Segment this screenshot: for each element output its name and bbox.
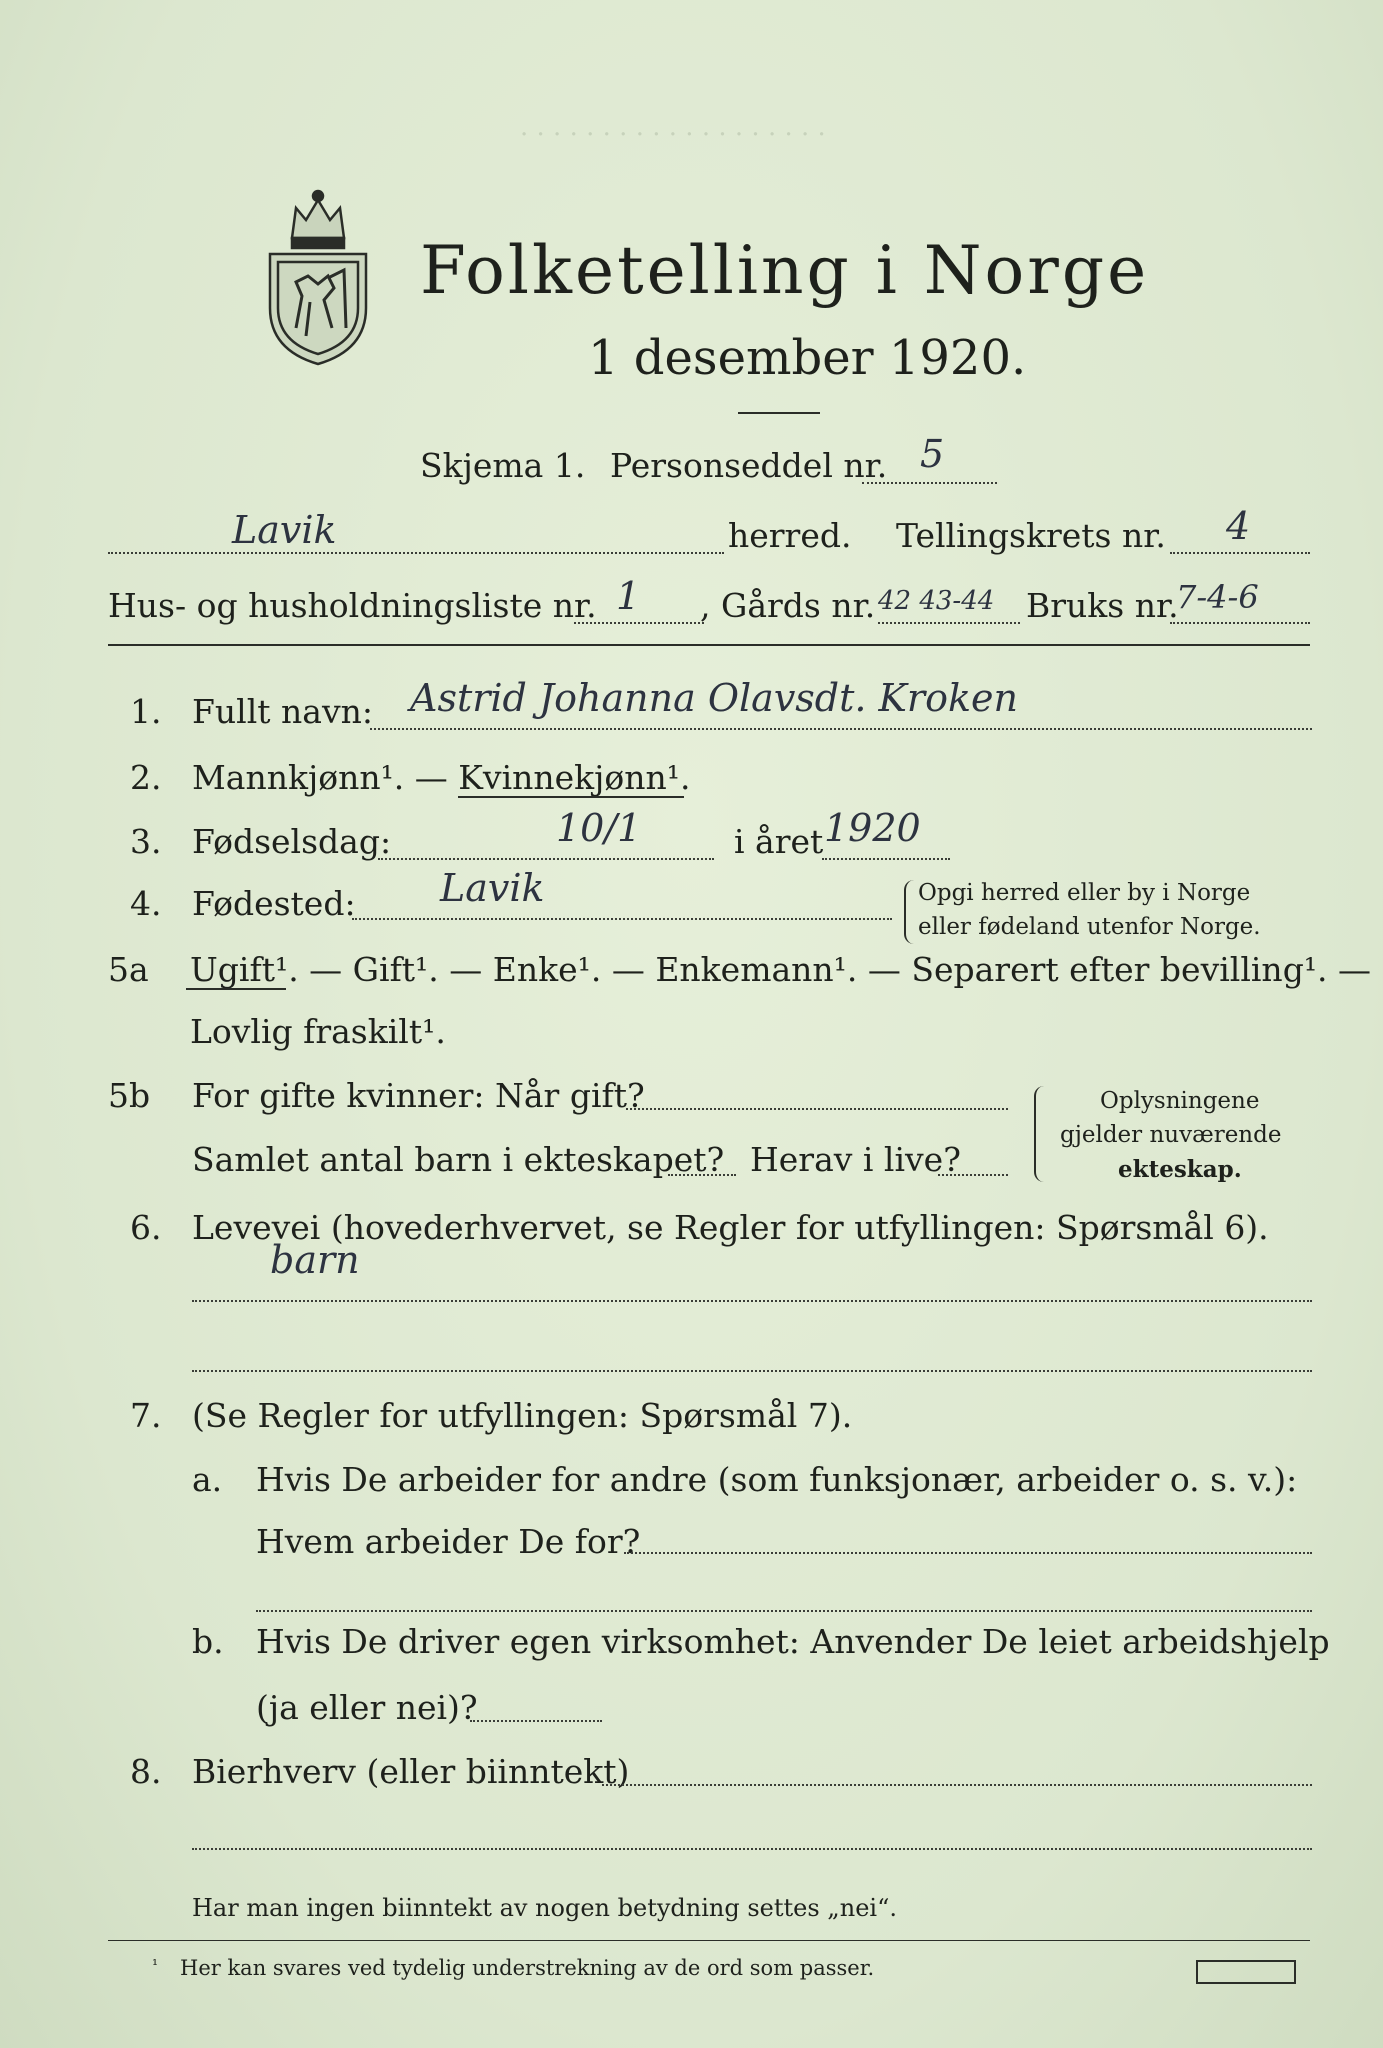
q5a-options-line2: Lovlig fraskilt¹. bbox=[190, 1012, 446, 1051]
footnote-text: Her kan svares ved tydelig understrekning av de ord som passer. bbox=[180, 1956, 875, 1980]
q5b-alive-line bbox=[938, 1174, 1008, 1176]
q3-birth-year: 1920 bbox=[824, 806, 921, 850]
bruks-label: Bruks nr. bbox=[1026, 586, 1179, 625]
q7a-question: Hvis De arbeider for andre (som funksjonær, arbeider o. s. v.): bbox=[256, 1460, 1298, 1499]
q7a-line2 bbox=[256, 1610, 1312, 1612]
q7b-answer-label: (ja eller nei)? bbox=[256, 1688, 478, 1727]
q5b-note-line1: Oplysningene bbox=[1100, 1088, 1260, 1114]
personseddel-label: Personseddel nr. bbox=[610, 446, 888, 485]
husliste-line bbox=[574, 622, 704, 624]
q5b-note-line3: ekteskap. bbox=[1118, 1156, 1242, 1183]
personseddel-line bbox=[862, 482, 997, 484]
q3-line bbox=[378, 858, 714, 860]
q7b-line bbox=[470, 1720, 602, 1722]
husliste-label: Hus- og husholdningsliste nr. bbox=[108, 586, 597, 625]
title-divider bbox=[738, 412, 820, 414]
q3-number: 3. bbox=[130, 822, 162, 861]
q8-line2 bbox=[192, 1848, 1312, 1850]
q4-note-line2: eller fødeland utenfor Norge. bbox=[918, 914, 1261, 940]
printer-stamp bbox=[1196, 1960, 1296, 1984]
gards-line bbox=[878, 622, 1020, 624]
footnote-divider bbox=[108, 1940, 1310, 1941]
herred-line bbox=[108, 552, 724, 554]
gards-label: , Gårds nr. bbox=[700, 586, 876, 625]
q3-birthdate: 10/1 bbox=[556, 806, 642, 850]
bleed-through-text: · · · · · · · · · · · · · · · · · · · bbox=[520, 120, 826, 150]
q7-label: (Se Regler for utfyllingen: Spørsmål 7). bbox=[192, 1396, 853, 1435]
q1-full-name: Astrid Johanna Olavsdt. Kroken bbox=[410, 676, 1018, 720]
q2-selected-underline bbox=[458, 796, 684, 798]
q1-label: Fullt navn: bbox=[192, 692, 373, 731]
q5b-number: 5b bbox=[108, 1076, 151, 1115]
q7-number: 7. bbox=[130, 1396, 162, 1435]
q5a-selected-underline bbox=[186, 988, 286, 990]
q5b-married-when: For gifte kvinner: Når gift? bbox=[192, 1076, 645, 1115]
q6-label: Levevei (hovederhvervet, se Regler for utfyllingen: Spørsmål 6). bbox=[192, 1208, 1269, 1247]
q5b-bracket bbox=[1034, 1086, 1046, 1182]
tellingskrets-line bbox=[1170, 552, 1310, 554]
q4-number: 4. bbox=[130, 884, 162, 923]
q6-occupation: barn bbox=[270, 1238, 360, 1282]
q4-line bbox=[352, 918, 892, 920]
bruks-value: 7-4-6 bbox=[1176, 578, 1259, 616]
tellingskrets-label: Tellingskrets nr. bbox=[896, 516, 1166, 555]
q5b-children-line bbox=[668, 1174, 736, 1176]
q1-number: 1. bbox=[130, 692, 162, 731]
q5a-options: Ugift¹. — Gift¹. — Enke¹. — Enkemann¹. — Separert efter bevilling¹. — bbox=[190, 950, 1372, 989]
q5b-alive: Herav i live? bbox=[750, 1140, 961, 1179]
q6-number: 6. bbox=[130, 1208, 162, 1247]
census-date: 1 desember 1920. bbox=[588, 330, 1027, 386]
husliste-value: 1 bbox=[616, 574, 641, 618]
coat-of-arms-icon bbox=[262, 178, 374, 368]
q7b-letter: b. bbox=[192, 1622, 224, 1661]
q8-number: 8. bbox=[130, 1752, 162, 1791]
q7a-employer-label: Hvem arbeider De for? bbox=[256, 1522, 641, 1561]
q5b-married-line bbox=[626, 1108, 1008, 1110]
tellingskrets-value: 4 bbox=[1226, 504, 1251, 548]
q4-note-line1: Opgi herred eller by i Norge bbox=[918, 880, 1251, 906]
personseddel-value: 5 bbox=[920, 432, 945, 476]
q5b-note-line2: gjelder nuværende bbox=[1060, 1122, 1282, 1148]
q2-options: Mannkjønn¹. — Kvinnekjønn¹. bbox=[192, 758, 691, 797]
q7b-question: Hvis De driver egen virksomhet: Anvender De leiet arbeidshjelp bbox=[256, 1622, 1330, 1661]
bruks-line bbox=[1170, 622, 1310, 624]
q2-number: 2. bbox=[130, 758, 162, 797]
herred-value: Lavik bbox=[232, 508, 337, 552]
q4-birthplace: Lavik bbox=[440, 866, 545, 910]
q6-line1 bbox=[192, 1300, 1312, 1302]
footnote-mark: ¹ bbox=[152, 1956, 159, 1974]
q1-line bbox=[370, 728, 1312, 730]
q4-label: Fødested: bbox=[192, 884, 356, 923]
q3-year-line bbox=[822, 858, 950, 860]
q3-label: Fødselsdag: bbox=[192, 822, 392, 861]
q8-line1 bbox=[602, 1784, 1312, 1786]
q5a-number: 5a bbox=[108, 950, 149, 989]
schema-label: Skjema 1. bbox=[420, 446, 586, 485]
q7a-letter: a. bbox=[192, 1460, 223, 1499]
header-divider bbox=[108, 644, 1310, 646]
herred-label: herred. bbox=[728, 516, 852, 555]
q4-bracket bbox=[904, 880, 914, 944]
q7a-line1 bbox=[624, 1552, 1312, 1554]
form-title: Folketelling i Norge bbox=[420, 232, 1150, 309]
q5b-children: Samlet antal barn i ekteskapet? bbox=[192, 1140, 725, 1179]
gards-value: 42 43-44 bbox=[878, 586, 995, 616]
q6-line2 bbox=[192, 1370, 1312, 1372]
nei-note: Har man ingen biinntekt av nogen betydning settes „nei“. bbox=[192, 1894, 897, 1922]
q8-label: Bierhverv (eller biinntekt) bbox=[192, 1752, 630, 1791]
q3-year-label: i året bbox=[734, 822, 824, 861]
